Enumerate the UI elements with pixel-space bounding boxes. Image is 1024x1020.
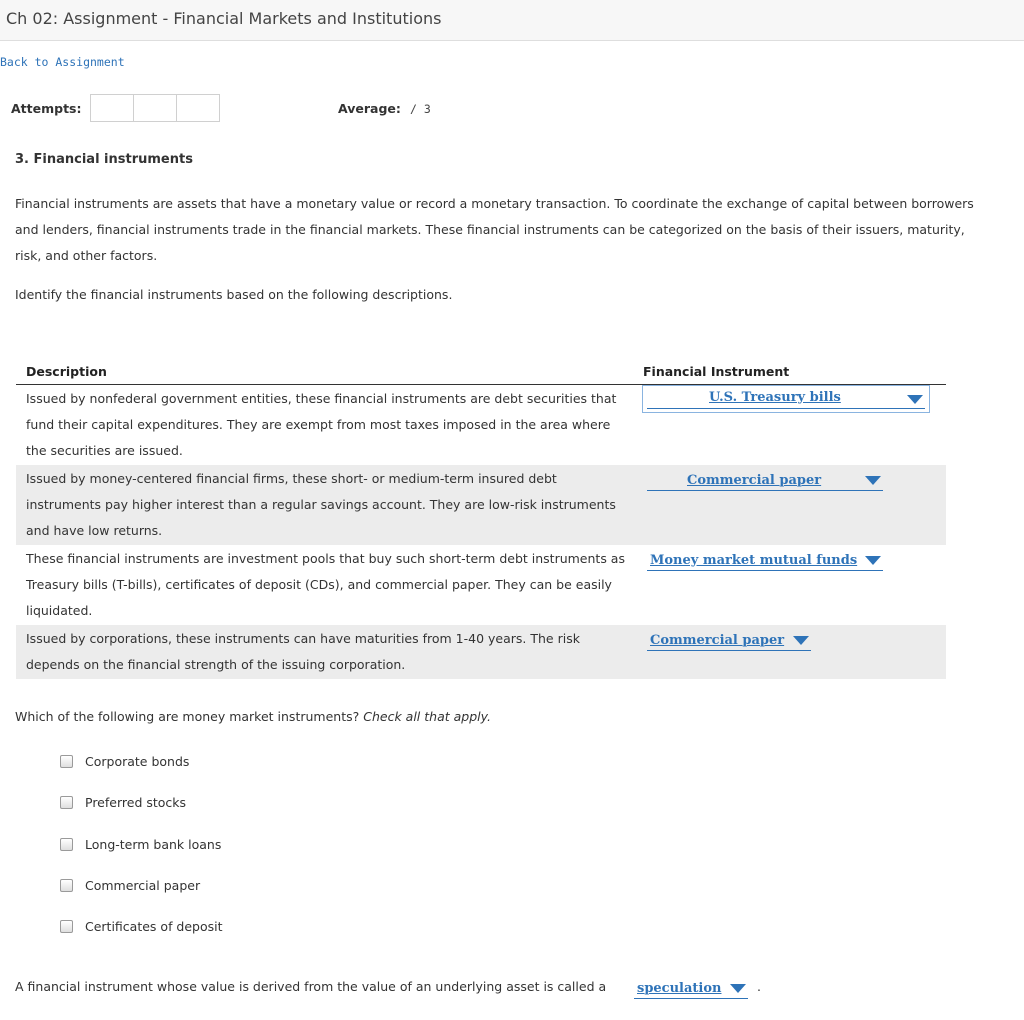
checkbox[interactable] <box>60 755 73 768</box>
instrument-select-3[interactable] <box>647 550 883 571</box>
select-value: Commercial paper <box>687 472 822 488</box>
option-corporate-bonds[interactable] <box>60 754 189 769</box>
option-label: Certificates of deposit <box>85 919 223 934</box>
option-label: Corporate bonds <box>85 754 190 769</box>
table-header <box>16 360 946 385</box>
option-label: Long-term bank loans <box>85 837 222 852</box>
question-title: 3. Financial instruments <box>15 152 193 167</box>
question-instruction: Identify the financial instruments based on the following descriptions. <box>15 287 453 302</box>
select-value: Money market mutual funds <box>650 552 858 568</box>
instrument-select-4[interactable] <box>647 630 811 651</box>
column-header-instrument: Financial Instrument <box>643 364 790 379</box>
page-header <box>0 0 1024 41</box>
final-period: . <box>757 979 761 994</box>
checkbox[interactable] <box>60 838 73 851</box>
chevron-down-icon <box>793 636 809 645</box>
checklist-prompt <box>15 709 491 724</box>
attempt-boxes <box>90 94 219 122</box>
instrument-select-1[interactable] <box>642 385 930 413</box>
chevron-down-icon <box>730 984 746 993</box>
attempt-box <box>176 94 220 122</box>
select-value: speculation <box>637 980 722 996</box>
chevron-down-icon <box>865 476 881 485</box>
chevron-down-icon <box>907 395 923 404</box>
chevron-down-icon <box>865 556 881 565</box>
attempt-box <box>90 94 134 122</box>
row-description: Issued by money-centered financial firms, these short- or medium-term insured debt instruments pay higher interest than a regular savings account. They are low-risk instruments and have low returns. <box>26 471 616 538</box>
checkbox[interactable] <box>60 796 73 809</box>
option-commercial-paper[interactable] <box>60 878 200 893</box>
attempt-box <box>133 94 177 122</box>
table-row <box>16 545 946 625</box>
instrument-select-2[interactable] <box>647 470 883 491</box>
option-label: Preferred stocks <box>85 795 187 810</box>
average-label: Average: <box>338 101 401 116</box>
back-to-assignment-link[interactable]: Back to Assignment <box>0 55 125 69</box>
derivative-term-select[interactable] <box>634 978 748 999</box>
table-row <box>16 465 946 545</box>
select-underline <box>647 408 925 409</box>
question-intro: Financial instruments are assets that have a monetary value or record a monetary transaction. To coordinate the exchange of capital between borrowers and lenders, financial instruments trade in the financial markets. These financial instruments can be categorized on the basis of their issuers, maturity, risk, and other factors. <box>15 196 974 263</box>
option-label: Commercial paper <box>85 878 201 893</box>
column-header-description: Description <box>26 364 107 379</box>
final-question-text: A financial instrument whose value is derived from the value of an underlying asset is called a <box>15 979 607 994</box>
page-title: Ch 02: Assignment - Financial Markets and Institutions <box>6 9 442 28</box>
row-description: Issued by corporations, these instruments can have maturities from 1-40 years. The risk depends on the financial strength of the issuing corporation. <box>26 631 580 672</box>
checkbox[interactable] <box>60 879 73 892</box>
option-long-term-bank-loans[interactable] <box>60 837 221 852</box>
checklist-hint: Check all that apply. <box>363 709 491 724</box>
row-description: These financial instruments are investment pools that buy such short-term debt instruments as Treasury bills (T-bills), certificates of deposit (CDs), and commercial paper. They can be easily liquidated. <box>26 551 625 618</box>
option-preferred-stocks[interactable] <box>60 795 186 810</box>
select-value: Commercial paper <box>650 632 785 648</box>
attempts-label: Attempts: <box>11 101 82 116</box>
select-value: U.S. Treasury bills <box>709 390 841 405</box>
table-row <box>16 385 946 465</box>
instruments-table <box>16 360 946 679</box>
checklist-prompt-text: Which of the following are money market instruments? <box>15 709 360 724</box>
checkbox[interactable] <box>60 920 73 933</box>
row-description: Issued by nonfederal government entities, these financial instruments are debt securities that fund their capital expenditures. They are exempt from most taxes imposed in the area where the securities are issued. <box>26 391 617 458</box>
option-certificates-of-deposit[interactable] <box>60 919 223 934</box>
table-row <box>16 625 946 679</box>
average-value: / 3 <box>410 102 431 116</box>
